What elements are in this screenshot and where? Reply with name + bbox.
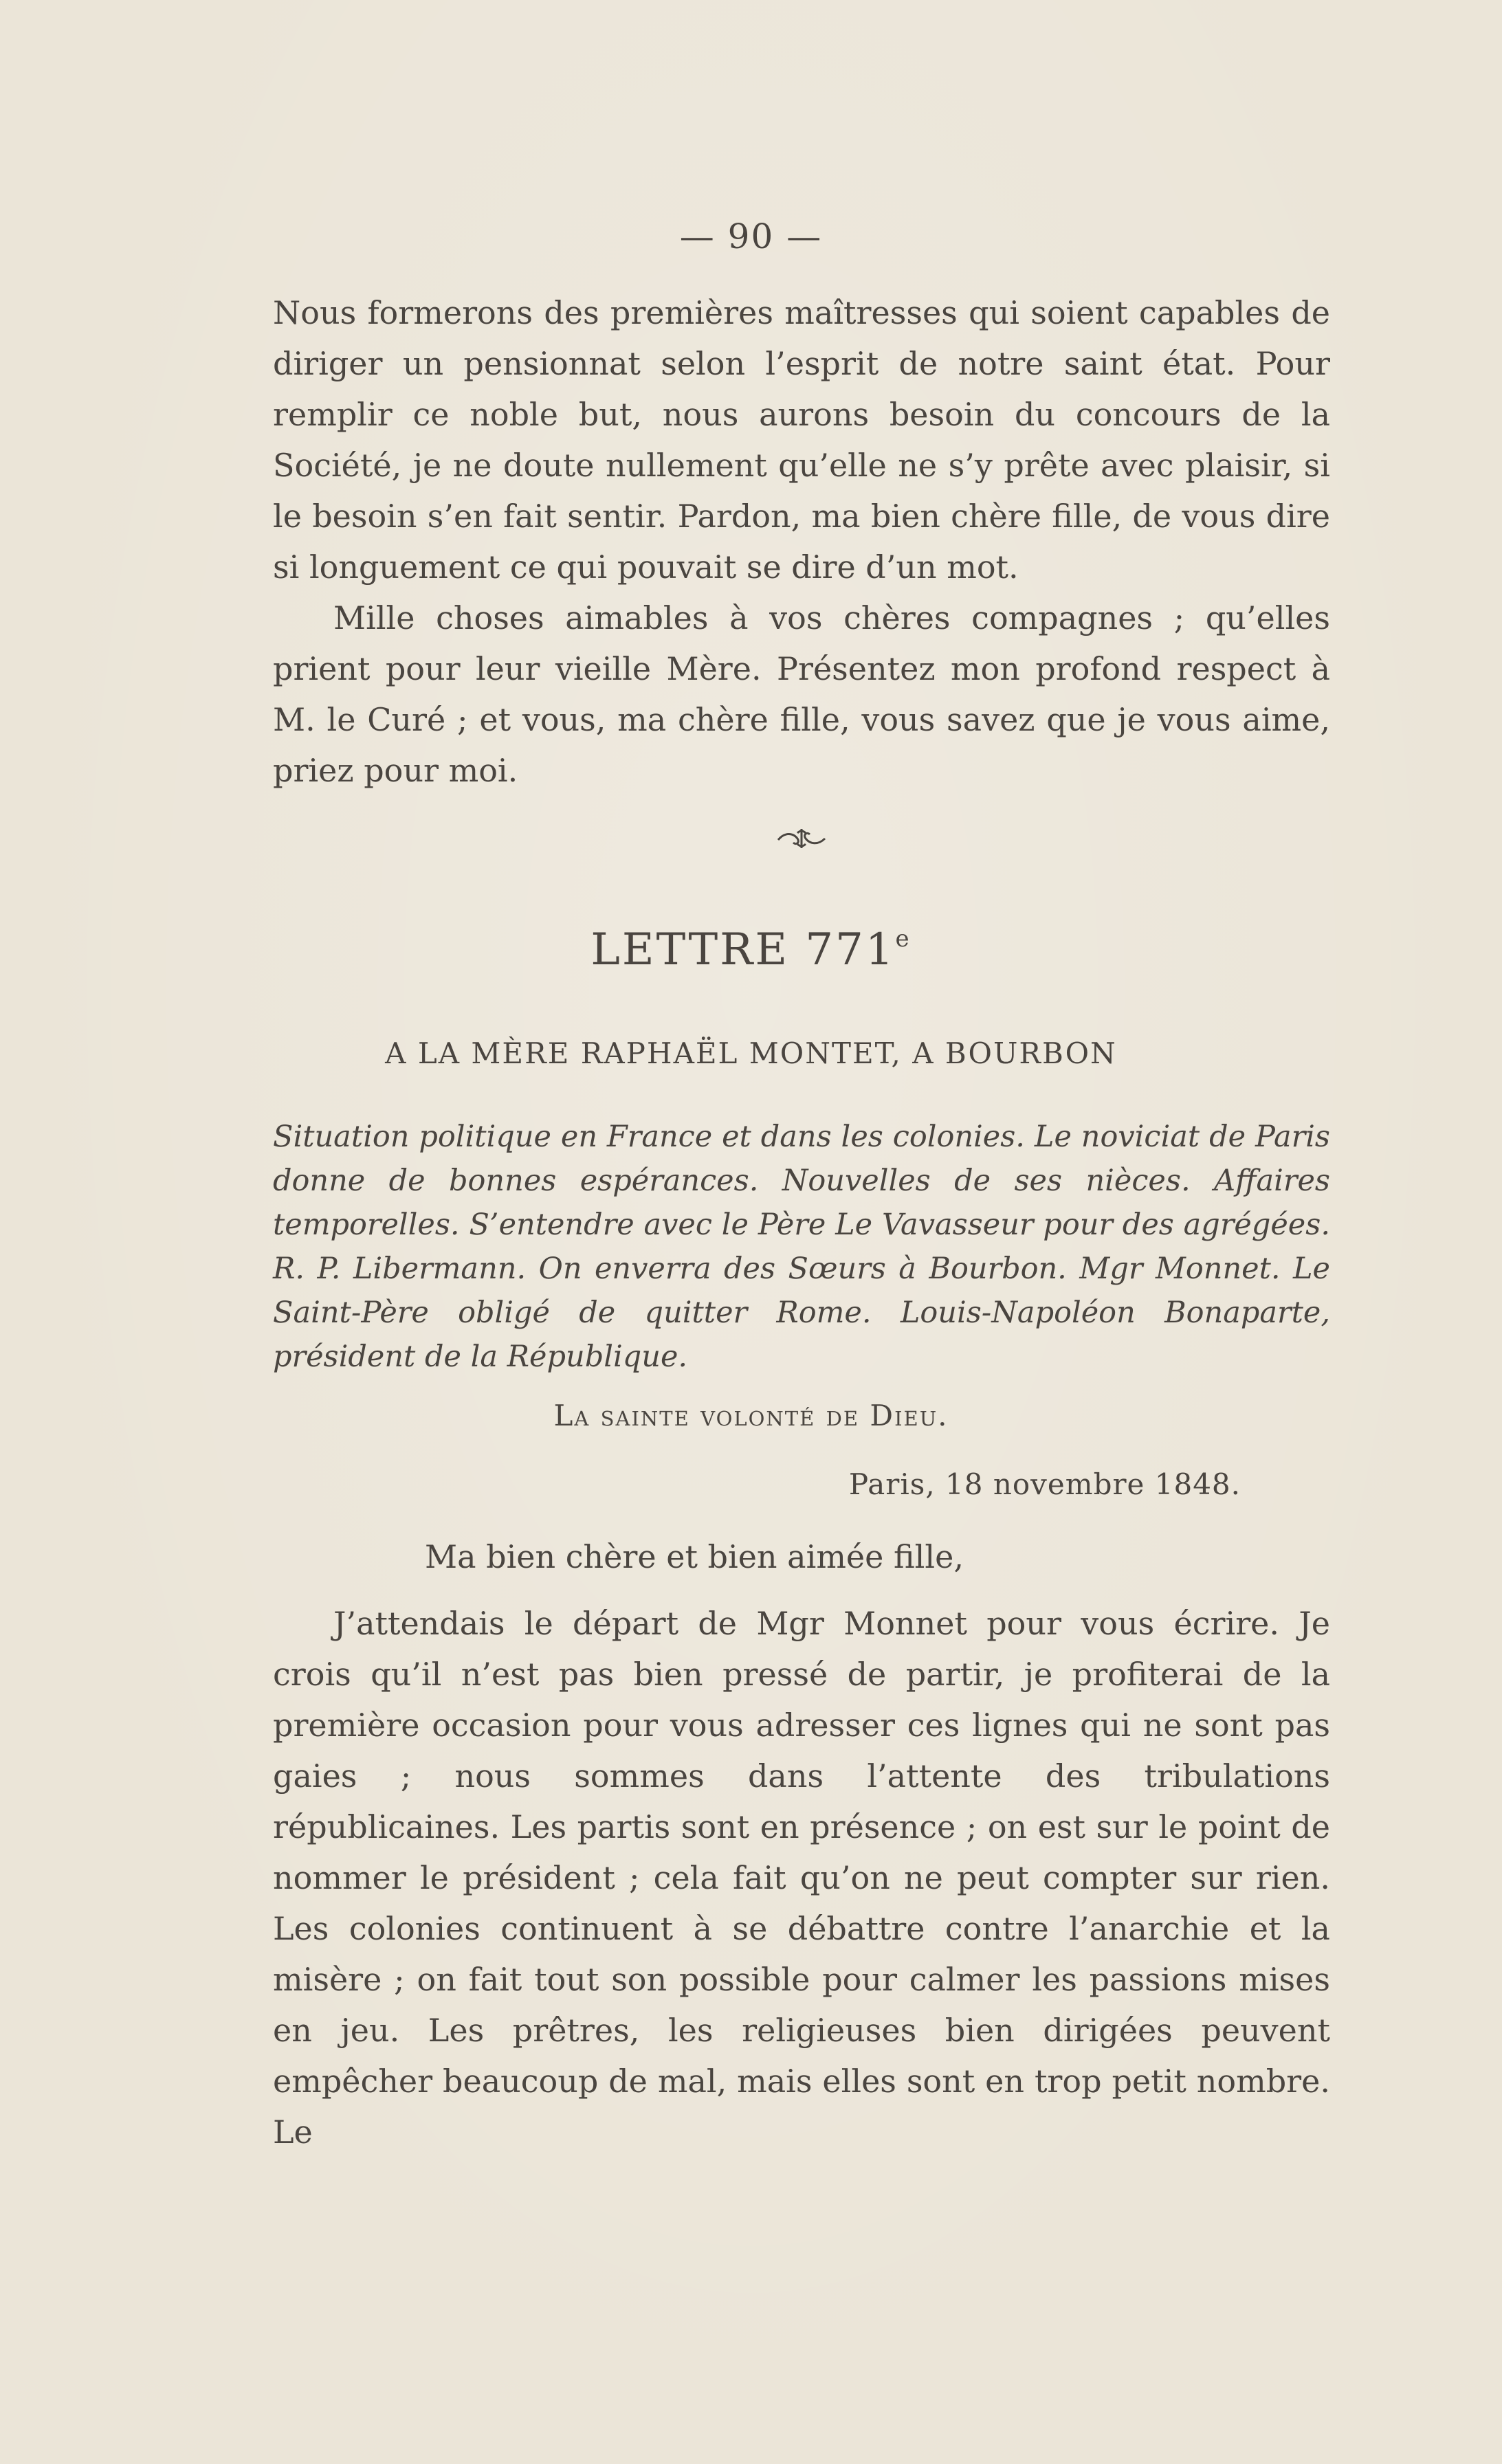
letter-dateline: Paris, 18 novembre 1848. <box>848 1467 1241 1501</box>
letter-recipient: A LA MÈRE RAPHAËL MONTET, A BOURBON <box>385 1036 1117 1070</box>
letter-title-text: LETTRE 771 <box>590 924 896 975</box>
paragraph-2: Mille choses aimables à vos chères compagnes ; qu’elles prient pour leur vieille Mère. Présentez mon profond respect à M. le Curé ; et vous, ma chère fille, vous savez que je vous aime, priez pour moi. <box>273 599 1330 789</box>
letter-salutation: Ma bien chère et bien aimée fille, <box>425 1538 964 1575</box>
letter-body <box>273 1598 1330 2157</box>
fleuron-ornament-icon <box>775 825 828 852</box>
continuation-text <box>273 287 1330 796</box>
page-number: — 90 — <box>679 217 823 256</box>
letter-body-paragraph: J’attendais le départ de Mgr Monnet pour vous écrire. Je crois qu’il n’est pas bien pressé de partir, je profiterai de la première occasion pour vous adresser ces lignes qui ne sont pas gaies ; nous sommes dans l’attente des tribulations républicaines. Les partis sont en présence ; on est sur le point de nommer le président ; cela fait qu’on ne peut compter sur rien. Les colonies continuent à se débattre contre l’anarchie et la misère ; on fait tout son possible pour calmer les passions mises en jeu. Les prêtres, les religieuses bien dirigées peuvent empêcher beaucoup de mal, mais elles sont en trop petit nombre. Le <box>273 1605 1330 2151</box>
letter-summary: Situation politique en France et dans les colonies. Le noviciat de Paris donne de bonnes espérances. Nouvelles de ses nièces. Affaires temporelles. S’entendre avec le Père Le Vavasseur pour des agrégées. R. P. Libermann. On enverra des Sœurs à Bourbon. Mgr Monnet. Le Saint-Père obligé de quitter Rome. Louis-Napoléon Bonaparte, président de la République. <box>273 1120 1330 1374</box>
paragraph-1: Nous formerons des premières maîtresses qui soient capables de diriger un pensionnat selon l’esprit de notre saint état. Pour remplir ce noble but, nous aurons besoin du concours de la Société, je ne doute nullement qu’elle ne s’y prête avec plaisir, si le besoin s’en fait sentir. Pardon, ma bien chère fille, de vous dire si longuement ce qui pouvait se dire d’un mot. <box>273 294 1330 586</box>
letter-title <box>0 924 1502 975</box>
letter-motto: La sainte volonté de Dieu. <box>553 1399 949 1432</box>
letter-title-superscript: e <box>895 925 912 953</box>
